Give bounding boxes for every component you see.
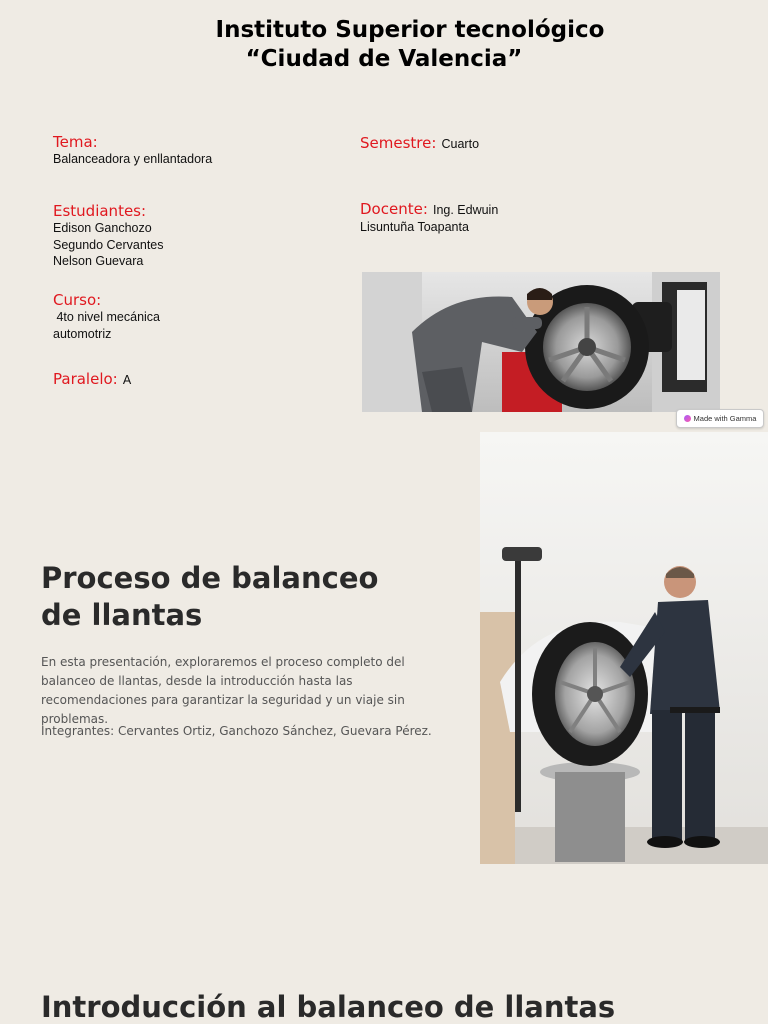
section-title	[41, 560, 441, 634]
estudiantes-block	[53, 202, 164, 270]
institute-title	[0, 16, 768, 74]
docente-label: Docente:	[360, 200, 428, 218]
mechanic-balancer-photo	[362, 272, 720, 412]
paralelo-value: A	[122, 373, 132, 387]
paralelo-block	[53, 369, 131, 389]
gamma-logo-icon	[684, 415, 691, 422]
paralelo-label: Paralelo:	[53, 370, 118, 388]
tema-value: Balanceadora y enllantadora	[53, 152, 213, 166]
next-section-title: Introducción al balanceo de llantas	[41, 990, 616, 1024]
docente-value-line1: Ing. Edwuin	[432, 203, 499, 217]
made-with-gamma-label: Made with Gamma	[693, 414, 757, 423]
semestre-label: Semestre:	[360, 134, 437, 152]
semestre-block	[360, 133, 479, 153]
technician-tire-photo	[480, 432, 768, 864]
tema-label: Tema:	[53, 133, 98, 151]
estudiante-item: Edison Ganchozo	[53, 221, 152, 235]
institute-title-line1: Instituto Superior tecnológico	[215, 17, 605, 43]
estudiante-item: Nelson Guevara	[53, 254, 144, 268]
docente-value-line2: Lisuntuña Toapanta	[360, 219, 469, 234]
section-title-line2: de llantas	[41, 598, 203, 632]
docente-block	[360, 199, 540, 235]
section-title-line1: Proceso de balanceo	[41, 561, 379, 595]
semestre-value: Cuarto	[441, 137, 480, 151]
institute-title-line2: “Ciudad de Valencia”	[245, 46, 523, 72]
tema-block	[53, 133, 212, 168]
curso-label: Curso:	[53, 291, 102, 309]
made-with-gamma-badge[interactable]	[676, 409, 764, 428]
curso-value-line2: automotriz	[53, 326, 112, 341]
curso-block	[53, 291, 160, 342]
estudiante-item: Segundo Cervantes	[53, 237, 164, 252]
section-description: En esta presentación, exploraremos el proceso completo del balanceo de llantas, desde la introducción hasta las recomendaciones para garantizar la seguridad y un viaje sin problemas.	[41, 655, 405, 726]
estudiantes-label: Estudiantes:	[53, 202, 147, 220]
section-members: Integrantes: Cervantes Ortiz, Ganchozo Sánchez, Guevara Pérez.	[41, 724, 432, 738]
curso-value-line1: 4to nivel mecánica	[53, 310, 161, 324]
